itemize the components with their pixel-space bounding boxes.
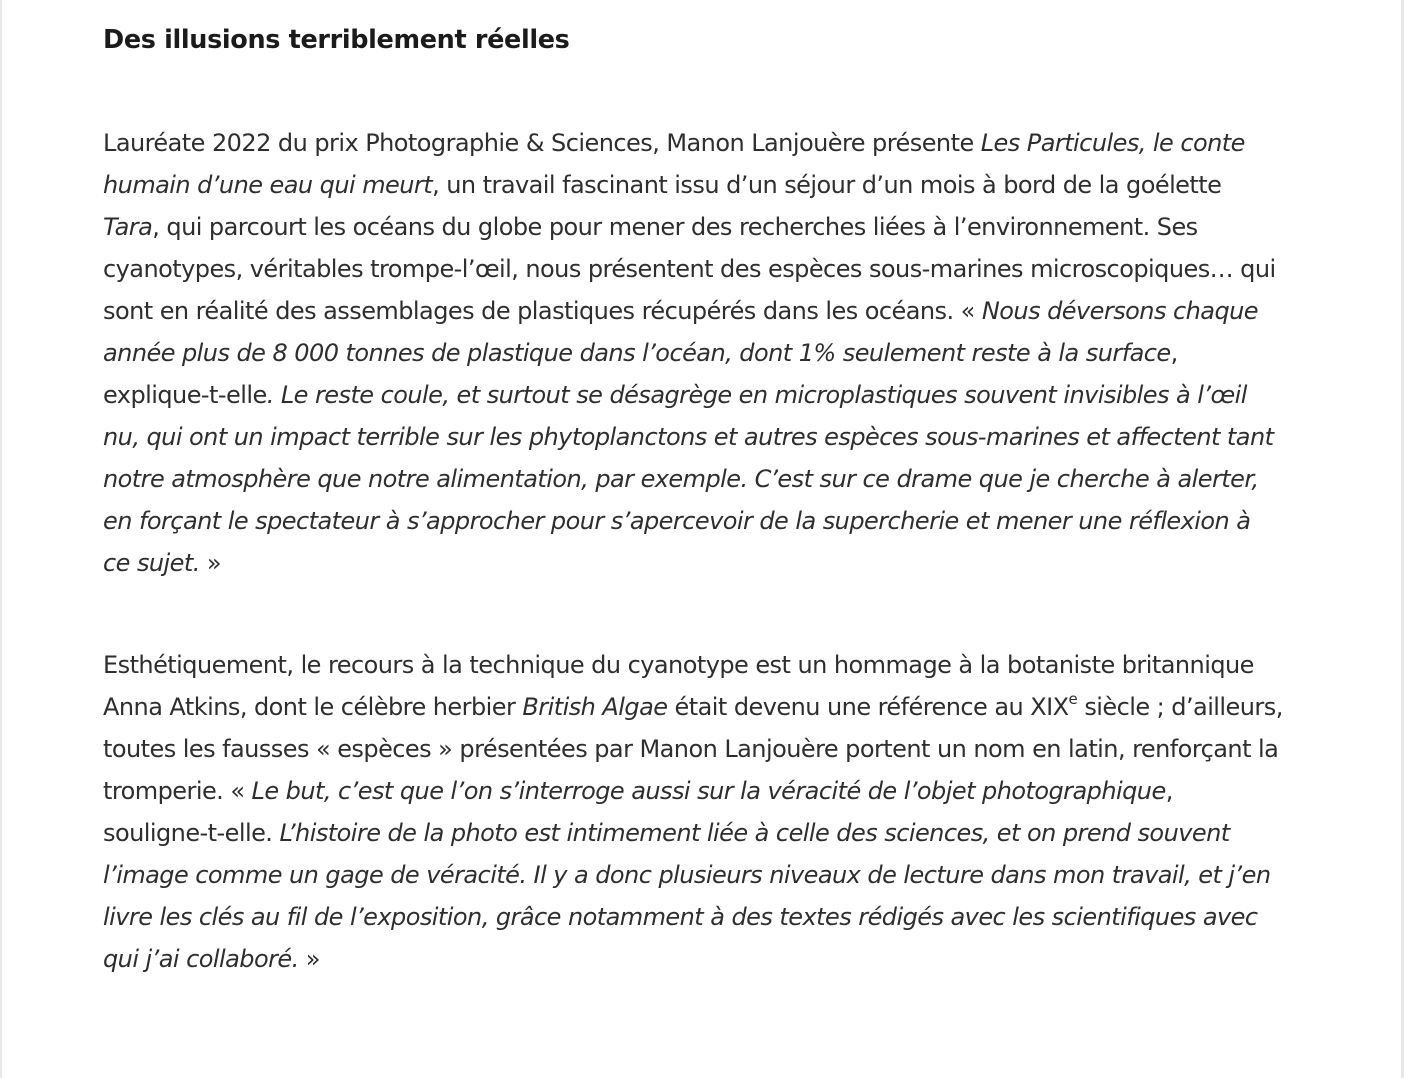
herbarium-title: British Algae (522, 693, 668, 721)
text-span: , souligne-t-elle. (103, 777, 1173, 847)
paragraph-particules (103, 122, 1283, 584)
century-superscript: e (1068, 690, 1078, 708)
text-span: » (298, 945, 320, 973)
text-span: , explique-t-elle (103, 339, 1178, 409)
quote-text: Nous déversons chaque année plus de 8 000 tonnes de plastique dans l’océan, dont 1% seulement reste à la surface (103, 297, 1259, 367)
text-span: était devenu une référence au XIX (667, 693, 1069, 721)
text-span: Esthétiquement, le recours à la technique du cyanotype est un hommage à la botaniste britannique Anna Atkins, dont le célèbre herbier (103, 651, 1254, 721)
article-body (103, 18, 1283, 980)
text-span: , qui parcourt les océans du globe pour mener des recherches liées à l’environnement. Ses cyanotypes, véritables trompe-l’œil, nous présentent des espèces sous-marines microscopiques… qui sont en réalité des assemblages de plastiques récupérés dans les océans. « (103, 213, 1276, 325)
quote-text: Le but, c’est que l’on s’interroge aussi sur la véracité de l’objet photographique (251, 777, 1166, 805)
paragraph-cyanotype (103, 644, 1283, 980)
text-span: Lauréate 2022 du prix Photographie & Sciences, Manon Lanjouère présente (103, 129, 981, 157)
text-span: » (199, 549, 222, 577)
artwork-title: Les Particules, le conte humain d’une eau qui meurt (103, 129, 1245, 199)
text-span: siècle ; d’ailleurs, toutes les fausses « espèces » présentées par Manon Lanjouère portent un nom en latin, renforçant la tromperie. « (103, 693, 1283, 805)
ship-name: Tara (103, 213, 153, 241)
section-heading: Des illusions terriblement réelles (103, 25, 570, 55)
page-border-left (0, 0, 2, 1078)
text-span: , un travail fascinant issu d’un séjour d’un mois à bord de la goélette (432, 171, 1222, 199)
quote-text: . Le reste coule, et surtout se désagrège en microplastiques souvent invisibles à l’œil nu, qui ont un impact terrible sur les phytoplanctons et autres espèces sous-marines et affectent tant notre atmosphère que notre alimentation, par exemple. C’est sur ce drame que je cherche à alerter, en forçant le spectateur à s’approcher pour s’apercevoir de la supercherie et mener une réflexion à ce sujet. (103, 381, 1274, 577)
quote-text: L’histoire de la photo est intimement liée à celle des sciences, et on prend souvent l’image comme un gage de véracité. Il y a donc plusieurs niveaux de lecture dans mon travail, et j’en livre les clés au fil de l’exposition, grâce notamment à des textes rédigés avec les scientifiques avec qui j’ai collaboré. (103, 819, 1271, 973)
